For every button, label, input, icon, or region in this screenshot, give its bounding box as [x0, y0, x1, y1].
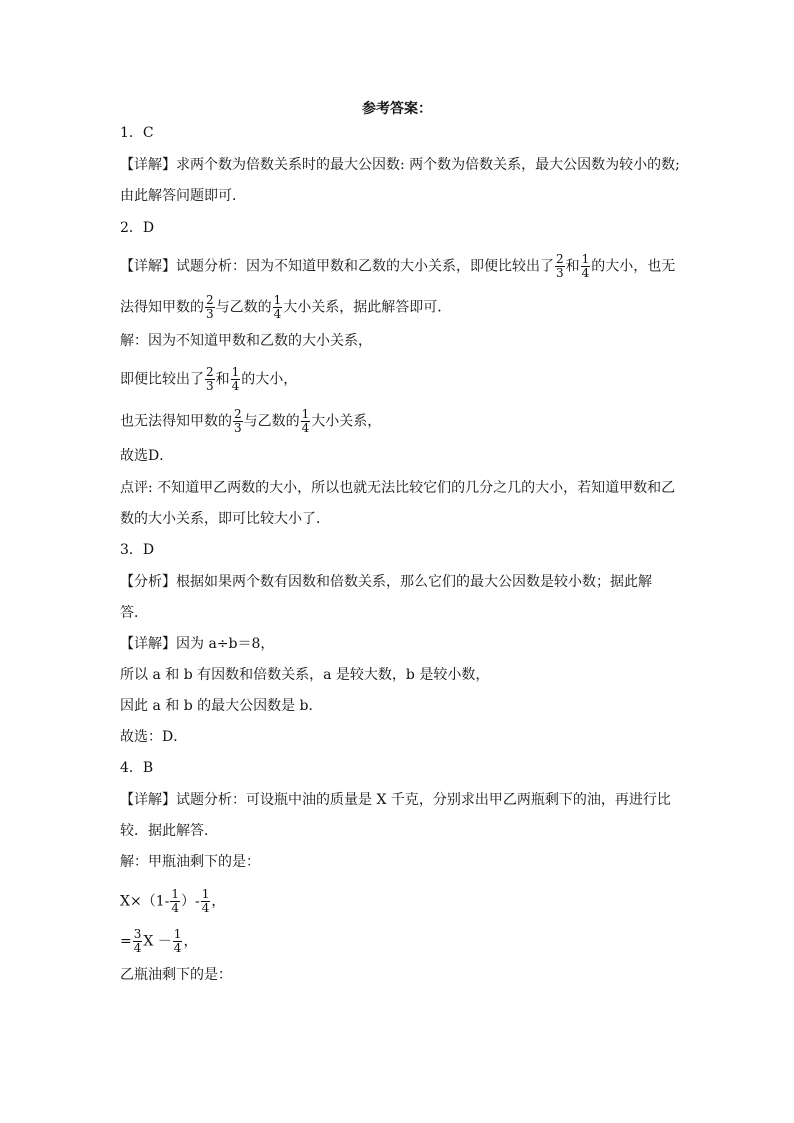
- q3-detail-line2: 所以 a 和 b 有因数和倍数关系，a 是较大数，b 是较小数，: [120, 667, 490, 683]
- q4-detail-line2: 较．据此解答．: [120, 823, 218, 839]
- text: ，: [183, 933, 198, 950]
- fraction: [231, 366, 241, 393]
- numerator: 1: [201, 887, 210, 901]
- numerator: 2: [556, 252, 564, 266]
- denominator: 4: [171, 901, 179, 915]
- q3-answer: 3．D: [120, 542, 155, 558]
- text: 也无法得知甲数的: [120, 413, 232, 430]
- fraction: [301, 408, 311, 435]
- q4-solution-label-2: 乙瓶油剩下的是：: [120, 967, 232, 983]
- numerator: 1: [173, 927, 182, 941]
- denominator: 3: [206, 307, 214, 321]
- denominator: 4: [133, 941, 142, 955]
- denominator: 3: [556, 266, 564, 280]
- page-title: 参考答案：: [362, 101, 432, 117]
- text: 大小关系，: [311, 413, 382, 430]
- q2-solution-line1: 解：因为不知道甲数和乙数的大小关系，: [120, 333, 372, 349]
- denominator: 3: [206, 379, 214, 393]
- text: X×（1-: [120, 893, 170, 910]
- text: 的大小，: [241, 371, 298, 388]
- fraction: [173, 928, 183, 955]
- numerator: 2: [206, 365, 214, 379]
- q3-detail-line3: 因此 a 和 b 的最大公因数是 b．: [120, 698, 323, 714]
- fraction: [133, 928, 143, 955]
- numerator: 2: [234, 407, 242, 421]
- q2-detail-line2: [120, 294, 451, 321]
- q4-expression-line1: [120, 888, 225, 915]
- text: =: [120, 933, 132, 950]
- text: 与乙数的: [243, 413, 300, 430]
- q1-detail-line2: 由此解答问题即可．: [120, 188, 246, 204]
- fraction: [205, 366, 215, 393]
- text: ）-: [180, 893, 200, 910]
- q3-analysis-line1: 【分析】根据如果两个数有因数和倍数关系，那么它们的最大公因数是较小数；据此解: [120, 574, 652, 590]
- text: ，: [211, 893, 226, 910]
- text: 法得知甲数的: [120, 299, 204, 316]
- text: 和: [565, 258, 580, 275]
- denominator: 4: [581, 266, 590, 280]
- q4-expression-line2: [120, 928, 197, 955]
- text: 大小关系，据此解答即可．: [283, 299, 452, 316]
- q4-answer: 4．B: [120, 760, 154, 776]
- denominator: 4: [301, 421, 310, 435]
- numerator: 1: [301, 407, 310, 421]
- q2-comment-line2: 数的大小关系，即可比较大小了．: [120, 511, 330, 527]
- q2-detail-line1: [120, 253, 675, 280]
- numerator: 1: [171, 887, 179, 901]
- numerator: 1: [273, 293, 282, 307]
- text: 的大小，也无: [591, 258, 676, 275]
- q3-choice: 故选：D．: [120, 729, 188, 745]
- fraction: [581, 253, 591, 280]
- denominator: 4: [231, 379, 240, 393]
- q1-answer: 1．C: [120, 125, 154, 141]
- fraction: [201, 888, 211, 915]
- fraction: [205, 294, 215, 321]
- text: 【详解】试题分析：因为不知道甲数和乙数的大小关系，即便比较出了: [120, 258, 554, 275]
- q4-detail-line1: 【详解】试题分析：可设瓶中油的质量是 X 千克，分别求出甲乙两瓶剩下的油，再进行比: [120, 792, 671, 808]
- denominator: 3: [234, 421, 242, 435]
- fraction: [555, 253, 565, 280]
- text: 与乙数的: [215, 299, 272, 316]
- fraction: [273, 294, 283, 321]
- q2-solution-line2: [120, 366, 297, 393]
- numerator: 2: [206, 293, 214, 307]
- fraction: [170, 888, 180, 915]
- text: X －: [143, 933, 172, 950]
- q2-answer: 2．D: [120, 220, 155, 236]
- q3-analysis-line2: 答．: [120, 605, 148, 621]
- fraction: [233, 408, 243, 435]
- text: 和: [215, 371, 230, 388]
- q1-detail-line1: 【详解】求两个数为倍数关系时的最大公因数: 两个数为倍数关系，最大公因数为较小的数;: [120, 157, 680, 173]
- numerator: 1: [581, 252, 590, 266]
- numerator: 3: [133, 927, 142, 941]
- denominator: 4: [273, 307, 282, 321]
- text: 即便比较出了: [120, 371, 204, 388]
- denominator: 4: [201, 901, 210, 915]
- denominator: 4: [173, 941, 182, 955]
- q2-comment-line1: 点评: 不知道甲乙两数的大小，所以也就无法比较它们的几分之几的大小，若知道甲数和乙: [120, 480, 676, 496]
- q4-solution-label: 解：甲瓶油剩下的是：: [120, 854, 260, 870]
- numerator: 1: [231, 365, 240, 379]
- q3-detail-line1: 【详解】因为 a÷b＝8，: [120, 636, 275, 652]
- q2-solution-line3: [120, 408, 381, 435]
- q2-choice: 故选D．: [120, 448, 174, 464]
